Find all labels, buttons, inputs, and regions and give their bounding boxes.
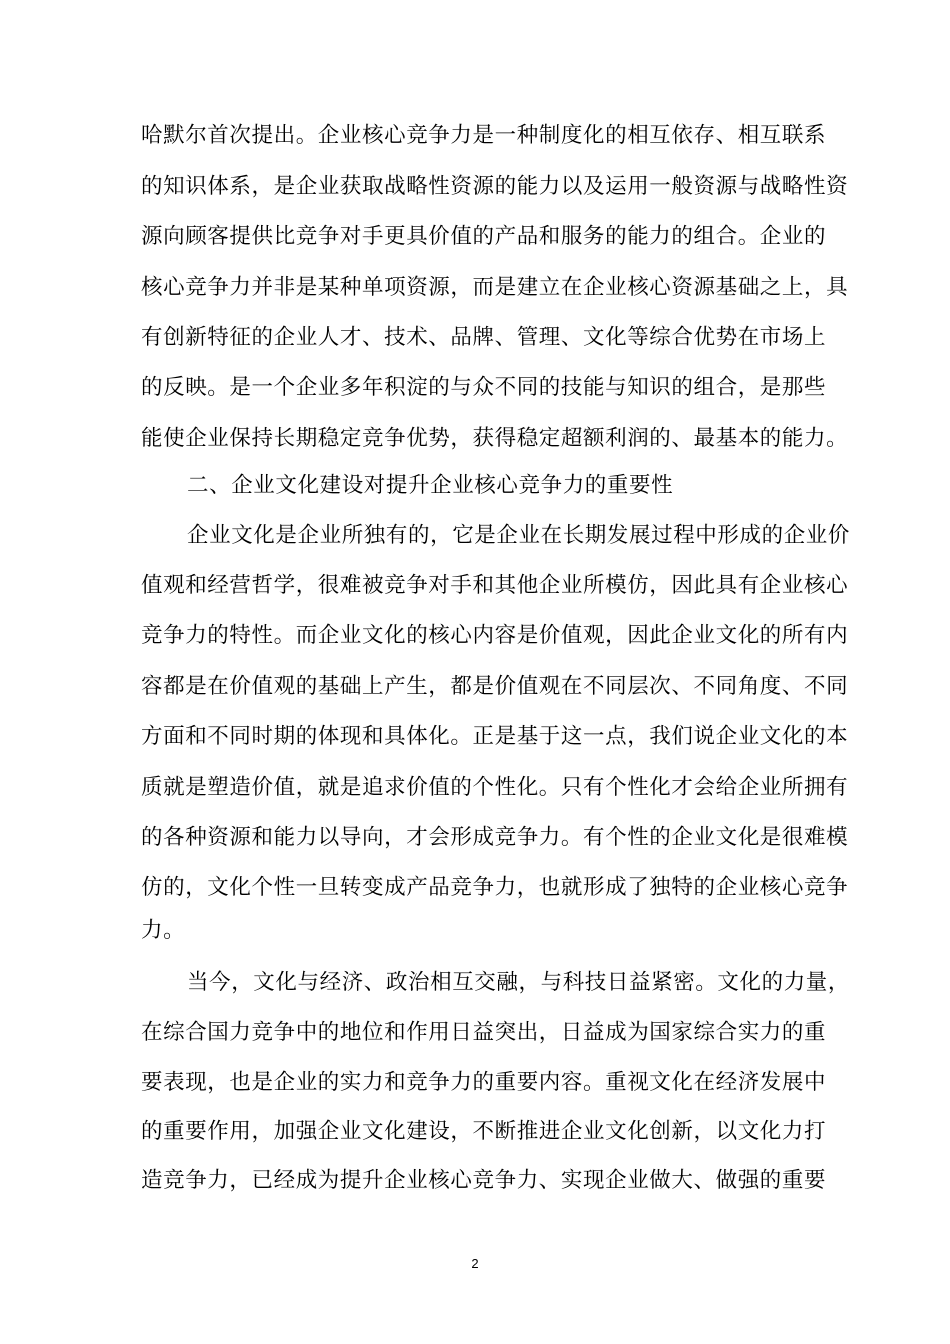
text-line: 核心竞争力并非是某种单项资源，而是建立在企业核心资源基础之上，具 <box>141 275 849 300</box>
text-line: 哈默尔首次提出。企业核心竞争力是一种制度化的相互依存、相互联系 <box>141 123 827 148</box>
text-line: 的各种资源和能力以导向，才会形成竞争力。有个性的企业文化是很难模 <box>141 825 849 850</box>
text-line: 的反映。是一个企业多年积淀的与众不同的技能与知识的组合，是那些 <box>141 375 827 400</box>
text-line: 源向顾客提供比竞争对手更具价值的产品和服务的能力的组合。企业的 <box>141 224 827 249</box>
text-line: 的知识体系，是企业获取战略性资源的能力以及运用一般资源与战略性资 <box>141 174 849 199</box>
text-line: 企业文化是企业所独有的，它是企业在长期发展过程中形成的企业价 <box>187 523 851 548</box>
text-line: 造竞争力，已经成为提升企业核心竞争力、实现企业做大、做强的重要 <box>141 1168 827 1193</box>
section-heading: 二、企业文化建设对提升企业核心竞争力的重要性 <box>187 473 674 498</box>
text-line: 容都是在价值观的基础上产生，都是价值观在不同层次、不同角度、不同 <box>141 674 849 699</box>
text-line: 竞争力的特性。而企业文化的核心内容是价值观，因此企业文化的所有内 <box>141 623 849 648</box>
text-line: 有创新特征的企业人才、技术、品牌、管理、文化等综合优势在市场上 <box>141 325 827 350</box>
text-line: 的重要作用，加强企业文化建设，不断推进企业文化创新，以文化力打 <box>141 1119 827 1144</box>
text-line: 方面和不同时期的体现和具体化。正是基于这一点，我们说企业文化的本 <box>141 724 849 749</box>
text-line: 在综合国力竞争中的地位和作用日益突出，日益成为国家综合实力的重 <box>141 1020 827 1045</box>
text-line: 质就是塑造价值，就是追求价值的个性化。只有个性化才会给企业所拥有 <box>141 775 849 800</box>
text-line: 仿的，文化个性一旦转变成产品竞争力，也就形成了独特的企业核心竞争 <box>141 875 849 900</box>
text-line: 要表现，也是企业的实力和竞争力的重要内容。重视文化在经济发展中 <box>141 1070 827 1095</box>
text-line: 当今，文化与经济、政治相互交融，与科技日益紧密。文化的力量， <box>187 970 851 995</box>
text-line: 力。 <box>141 918 186 943</box>
text-line: 值观和经营哲学，很难被竞争对手和其他企业所模仿，因此具有企业核心 <box>141 573 849 598</box>
page-number: 2 <box>471 1256 479 1271</box>
text-line: 能使企业保持长期稳定竞争优势，获得稳定超额利润的、最基本的能力。 <box>141 426 849 451</box>
